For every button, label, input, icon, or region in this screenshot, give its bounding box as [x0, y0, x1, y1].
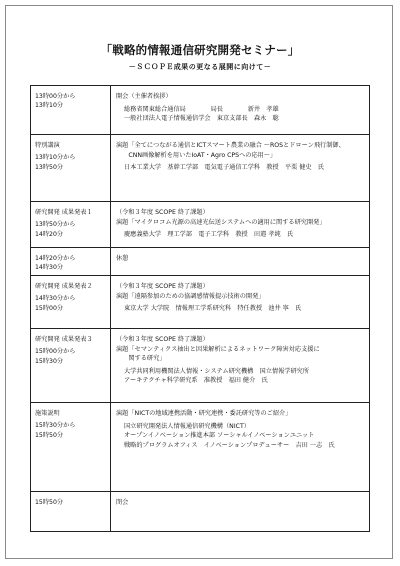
- speaker-info: 戦略的プログラムオフィス イノベーションプロデューサー 吉田 一志 氏: [124, 441, 335, 449]
- time-cell: [35, 335, 107, 366]
- time-cell: [35, 141, 107, 172]
- schedule-row: [31, 402, 369, 491]
- content-cell: [116, 498, 366, 508]
- session-label: 施策説明: [35, 410, 60, 417]
- speaker-info: 国立研究開発法人情報通信研究機構（NICT）: [124, 422, 250, 430]
- speaker-info: オープンイノベーション推進本部 ソーシャルイノベーションユニット: [124, 432, 315, 440]
- schedule-row: [31, 247, 369, 275]
- schedule-table: [30, 85, 370, 532]
- program-title: 演題「マイクロコム光源の高速光伝送システムへの適用に関する研究開発」: [116, 218, 326, 226]
- speaker-info: 総務省関東総合通信局 局長 新井 孝雄: [124, 105, 279, 113]
- time-cell: [35, 92, 107, 111]
- program-title: （令和３年度 SCOPE 終了課題）: [116, 336, 209, 343]
- program-title: （令和３年度 SCOPE 終了課題）: [116, 283, 209, 290]
- program-title: 休憩: [116, 255, 129, 262]
- document-title: 「戦略的情報通信研究開発セミナー」: [100, 43, 300, 57]
- program-title: 演題「遠隔参加のための協調感情報提示技術の開発」: [116, 292, 265, 300]
- time-range: 13時50分から: [35, 221, 76, 229]
- time-range: 14時20分: [35, 230, 64, 238]
- time-range: 13時10分: [35, 102, 64, 110]
- time-range: 14時30分: [35, 264, 64, 272]
- time-range: 14時30分から: [35, 295, 76, 303]
- time-range: 15時50分: [35, 431, 64, 439]
- session-label: 研究開発 成果発表３: [35, 336, 93, 343]
- content-cell: [116, 141, 366, 173]
- time-cell: [35, 208, 107, 239]
- schedule-row: [31, 86, 369, 134]
- time-cell: [35, 282, 107, 313]
- schedule-row: [31, 491, 369, 531]
- schedule-row: [31, 328, 369, 402]
- session-label: 研究開発 成果発表２: [35, 283, 93, 290]
- schedule-row: [31, 134, 369, 201]
- content-cell: [116, 282, 366, 314]
- time-range: 14時20分から: [35, 255, 76, 262]
- program-title: 演題「NICTの地域連携活動・研究連携・委託研究等のご紹介」: [116, 410, 292, 417]
- program-title: 関する研究」: [116, 355, 166, 363]
- content-cell: [116, 409, 366, 450]
- speaker-info: アーキテクチャ科学研究系 准教授 福田 健介 氏: [124, 377, 268, 385]
- speaker-info: 東京大学 大学院 情報理工学系研究科 特任教授 池井 寧 氏: [124, 305, 302, 313]
- document-subtitle: －ＳＣＯＰＥ成果の更なる展開に向けて－: [128, 63, 272, 71]
- content-cell: [116, 254, 366, 264]
- time-range: 15時00分から: [35, 348, 76, 356]
- speaker-info: 一般社団法人電子情報通信学会 東京支部長 森永 聡: [124, 115, 279, 123]
- time-range: 13時10分から: [35, 154, 76, 162]
- time-cell: [35, 254, 107, 273]
- speaker-info: 慶應義塾大学 理工学部 電子工学科 教授 田邉 孝純 氏: [124, 231, 294, 239]
- content-cell: [116, 335, 366, 386]
- content-cell: [116, 92, 366, 124]
- time-cell: [35, 409, 107, 440]
- schedule-row: [31, 275, 369, 328]
- session-label: 特別講演: [35, 142, 60, 149]
- time-range: 15時30分: [35, 357, 64, 365]
- time-range: 15時00分: [35, 304, 64, 312]
- time-range: 13時50分: [35, 163, 64, 171]
- program-title: （令和３年度 SCOPE 終了課題）: [116, 209, 209, 216]
- schedule-row: [31, 201, 369, 247]
- program-title: 演題「セマンティクス抽出と因果解析によるネットワーク障害対応支援に: [116, 345, 320, 353]
- session-label: 研究開発 成果発表１: [35, 209, 93, 216]
- time-cell: [35, 498, 107, 507]
- program-title: 演題「全てにつながる通信とICTスマート農業の融合 ～ROSとドローン飛行制御、: [116, 142, 345, 149]
- speaker-info: 大学共同利用機関法人情報・システム研究機構 国立情報学研究所: [124, 367, 310, 375]
- content-cell: [116, 208, 366, 240]
- program-title: 閉会: [116, 499, 129, 506]
- program-title: 開会（主催者挨拶）: [116, 93, 172, 100]
- program-title: CNN画像解析を用いたIoAT・Agro CPSへの応用～」: [116, 151, 277, 159]
- speaker-info: 日本工業大学 基幹工学部 電気電子通信工学科 教授 平栗 健史 氏: [124, 164, 324, 172]
- time-range: 13時00分から: [35, 93, 76, 100]
- time-range: 15時30分から: [35, 422, 76, 430]
- time-range: 15時50分: [35, 499, 64, 506]
